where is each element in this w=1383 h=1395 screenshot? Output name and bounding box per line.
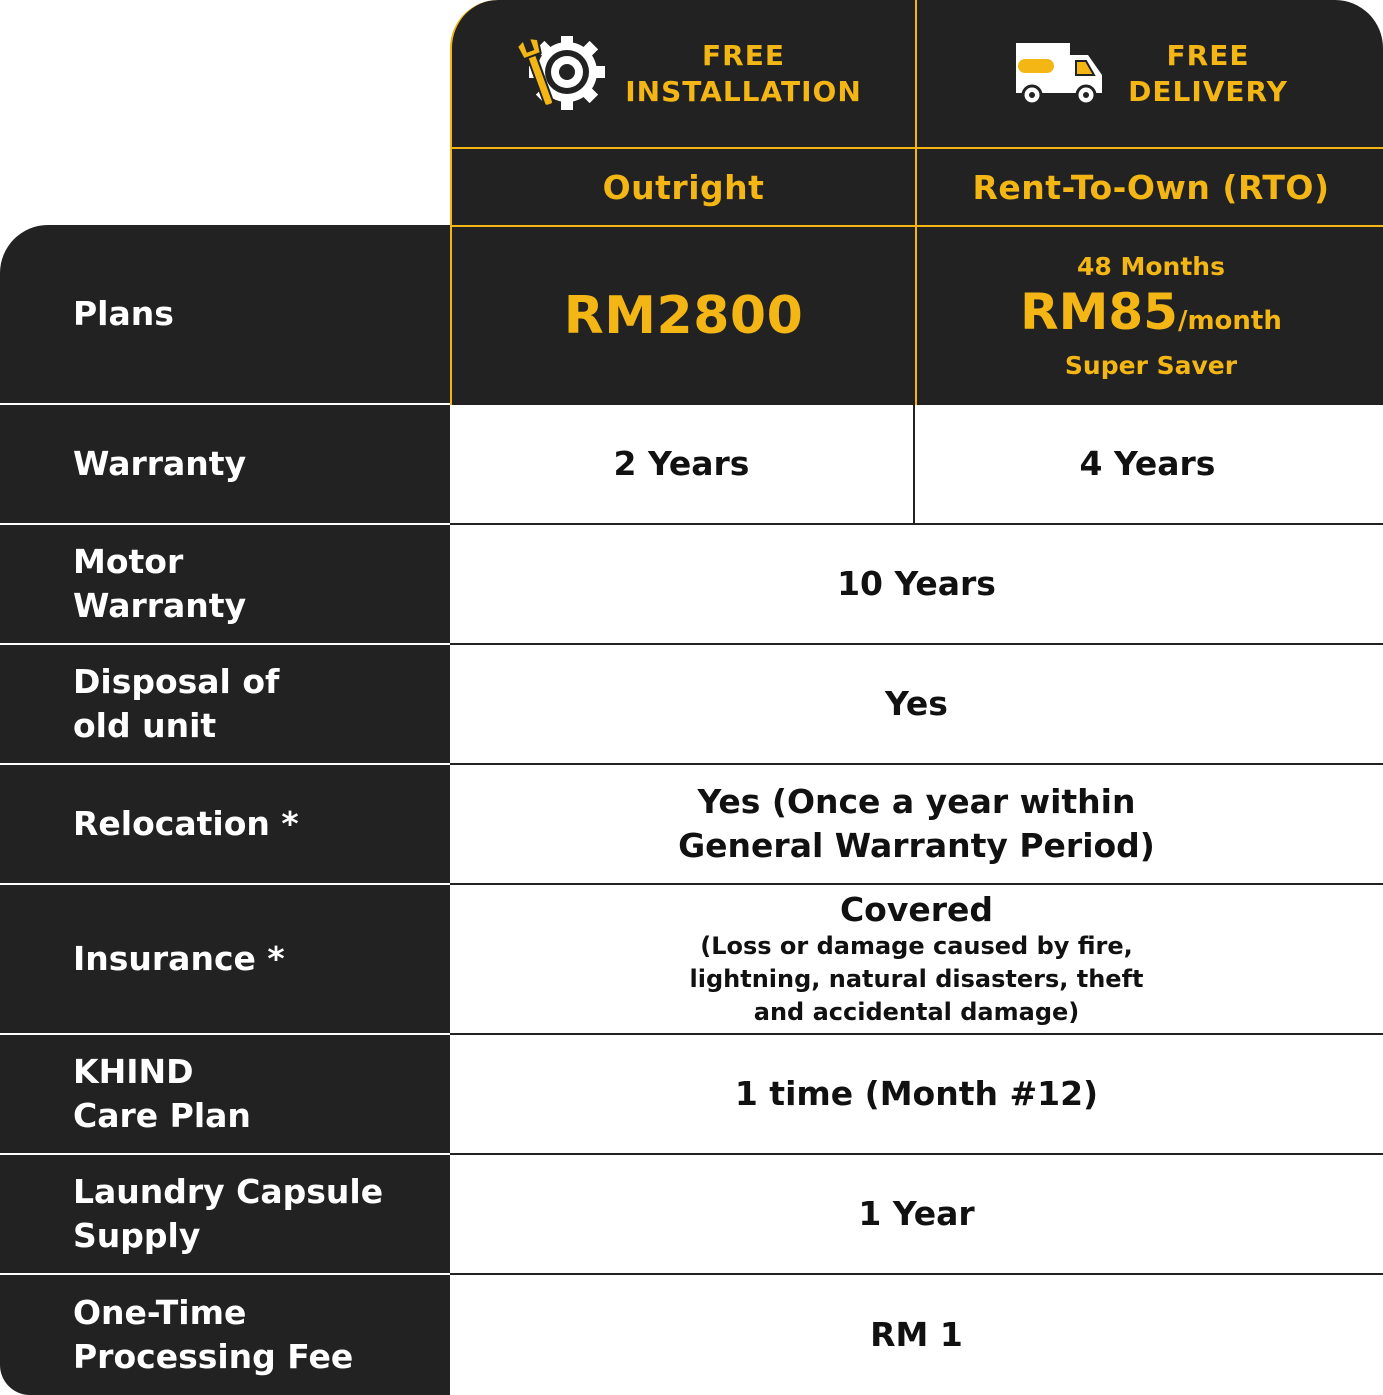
relocation-value-2: General Warranty Period) <box>678 826 1155 865</box>
label-insurance <box>0 885 450 1035</box>
warranty-outright: 2 Years <box>613 444 750 483</box>
outright-price: RM2800 <box>563 286 804 346</box>
plans-prices-row <box>450 225 1383 405</box>
laundry-label-1: Laundry Capsule <box>73 1172 384 1211</box>
processing-fee-value: RM 1 <box>870 1315 963 1354</box>
laundry-label-2: Supply <box>73 1216 201 1255</box>
relocation-label: Relocation * <box>73 804 299 843</box>
rto-price-unit: /month <box>1177 305 1282 336</box>
label-processing-fee <box>0 1275 450 1395</box>
free-installation-cell <box>452 0 917 149</box>
rto-months: 48 Months <box>1077 251 1225 281</box>
insurance-value: Covered <box>839 889 994 929</box>
motor-warranty-label-1: Motor <box>73 542 184 581</box>
label-plans <box>0 225 450 405</box>
warranty-rto-cell <box>915 405 1380 523</box>
insurance-note-3: and accidental damage) <box>753 997 1080 1026</box>
outright-price-cell <box>452 227 917 405</box>
delivery-truck-icon <box>1014 41 1106 107</box>
label-motor-warranty <box>0 525 450 645</box>
care-plan-row <box>450 1035 1383 1155</box>
installation-line2: INSTALLATION <box>625 74 862 108</box>
label-disposal <box>0 645 450 765</box>
feature-label-column <box>0 225 450 1395</box>
label-relocation <box>0 765 450 885</box>
warranty-rto: 4 Years <box>1079 444 1216 483</box>
laundry-capsule-value: 1 Year <box>858 1194 975 1233</box>
rto-header <box>917 149 1383 225</box>
disposal-label-2: old unit <box>73 706 217 745</box>
care-plan-label-1: KHIND <box>73 1052 194 1091</box>
insurance-note-1: (Loss or damage caused by fire, <box>700 931 1133 960</box>
warranty-outright-cell <box>450 405 915 523</box>
motor-warranty-value: 10 Years <box>837 564 996 603</box>
fee-label-2: Processing Fee <box>73 1337 354 1376</box>
processing-fee-row <box>450 1275 1383 1395</box>
disposal-row <box>450 645 1383 765</box>
care-plan-label-2: Care Plan <box>73 1096 251 1135</box>
plans-label: Plans <box>73 294 174 333</box>
delivery-line2: DELIVERY <box>1128 74 1288 108</box>
insurance-row <box>450 885 1383 1035</box>
rto-price-cell <box>917 227 1383 405</box>
rto-tag: Super Saver <box>1064 350 1238 380</box>
rto-price: RM85 <box>1020 282 1178 341</box>
relocation-row <box>450 765 1383 885</box>
motor-warranty-row <box>450 525 1383 645</box>
care-plan-value: 1 time (Month #12) <box>734 1074 1099 1113</box>
disposal-label-1: Disposal of <box>73 662 280 701</box>
insurance-note-2: lightning, natural disasters, theft <box>689 964 1144 993</box>
label-warranty <box>0 405 450 525</box>
installation-line1: FREE <box>702 38 785 72</box>
warranty-label: Warranty <box>73 444 247 483</box>
free-delivery-cell <box>917 0 1383 149</box>
laundry-capsule-row <box>450 1155 1383 1275</box>
motor-warranty-label-2: Warranty <box>73 586 247 625</box>
label-laundry-capsule <box>0 1155 450 1275</box>
fee-label-1: One-Time <box>73 1293 247 1332</box>
rto-title: Rent-To-Own (RTO) <box>972 167 1330 207</box>
outright-title: Outright <box>602 167 765 207</box>
rto-price-line <box>1020 283 1282 350</box>
relocation-value-1: Yes (Once a year within <box>697 782 1136 821</box>
label-care-plan <box>0 1035 450 1155</box>
disposal-value: Yes <box>885 684 948 723</box>
plan-header <box>450 0 1383 225</box>
outright-header <box>452 149 917 225</box>
insurance-label: Insurance * <box>73 939 285 978</box>
delivery-line1: FREE <box>1166 38 1250 72</box>
warranty-row <box>450 405 1383 525</box>
wrench-gear-icon <box>505 36 605 112</box>
